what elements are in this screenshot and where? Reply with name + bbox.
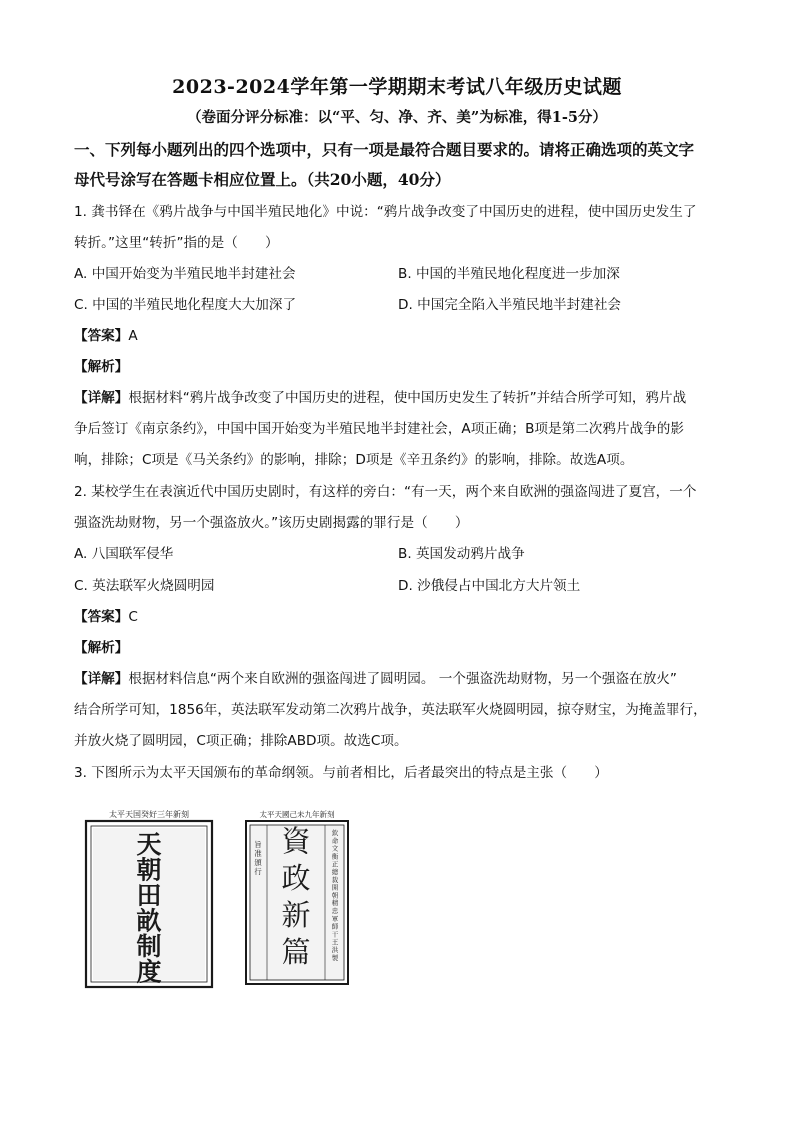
q1-option-b: B. 中国的半殖民地化程度进一步加深 (398, 266, 620, 282)
q2-option-b: B. 英国发动鸦片战争 (398, 546, 525, 562)
tianchao-tianmu-zhidu-cover-image (82, 805, 216, 990)
book2-side-right-char-8: 朝 (331, 891, 339, 900)
q1-answer-value: A (128, 328, 138, 344)
book2-side-left-char-0: 旨 (254, 840, 262, 849)
book2-side-right-char-4: 正 (331, 860, 339, 869)
q1-detail-text1: 根据材料“鸦片战争改变了中国历史的进程，使中国历史发生了转折”并结合所学可知，鸦片战 (128, 390, 687, 406)
book2-header-text: 太平天國己未九年新刻 (259, 810, 335, 819)
q1-analysis-tag: 【解析】 (74, 359, 129, 375)
q3-stem-line1: 3. 下图所示为太平天国颁布的革命纲领。与前者相比，后者最突出的特点是主张（ ） (74, 765, 608, 781)
book2-side-right-text (332, 828, 339, 962)
q1-answer-line (74, 326, 734, 346)
book2-title-char-3: 篇 (281, 935, 311, 969)
q2-detail-line3: 并放火烧了圆明园，C项正确；排除ABD项。故选C项。 (74, 733, 408, 749)
q2-answer-tag: 【答案】 (74, 609, 129, 625)
q1-answer-tag: 【答案】 (74, 328, 129, 344)
book2-title-char-1: 政 (281, 861, 311, 895)
q2-analysis-line (74, 638, 734, 658)
q2-stem-line1: 2. 某校学生在表演近代中国历史剧时，有这样的旁白：“有一天，两个来自欧洲的强盗闯进了夏宫，一个 (74, 484, 697, 500)
q2-answer-value: C (128, 609, 138, 625)
q2-option-d: D. 沙俄侵占中国北方大片领土 (398, 578, 581, 594)
book2-side-right-char-12: 師 (331, 922, 339, 931)
book2-side-right-char-2: 文 (331, 844, 339, 853)
section-instruction-line2: 母代号涂写在答题卡相应位置上。（共20小题，40分） (74, 170, 451, 189)
q1-analysis-line (74, 357, 734, 377)
book2-title-char-0: 資 (281, 824, 311, 858)
book2-side-right-char-5: 總 (331, 868, 339, 876)
q1-stem-line1: 1. 龚书铎在《鸦片战争与中国半殖民地化》中说：“鸦片战争改变了中国历史的进程，使中国历史发生了 (74, 204, 697, 220)
book1-title-char-3: 畝 (136, 906, 162, 936)
q2-detail-line1 (74, 669, 734, 689)
book2-side-left-char-2: 頒 (254, 858, 262, 867)
book1-title-char-0: 天 (136, 830, 162, 859)
book1-title-char-4: 制 (136, 932, 162, 961)
q1-detail-line3: 响，排除；C项是《马关条约》的影响，排除；D项是《辛丑条约》的影响，排除。故选A项。 (74, 452, 634, 468)
q1-option-d: D. 中国完全陷入半殖民地半封建社会 (398, 297, 622, 313)
book2-side-left-text (254, 839, 262, 876)
q1-detail-tag: 【详解】 (74, 390, 129, 406)
q1-option-a: A. 中国开始变为半殖民地半封建社会 (74, 266, 296, 282)
section-instruction-line1: 一、下列每小题列出的四个选项中，只有一项是最符合题目要求的。请将正确选项的英文字 (74, 140, 695, 159)
q1-stem-line2: 转折。”这里“转折”指的是（ ） (74, 235, 279, 251)
book2-side-right-char-16: 製 (331, 953, 339, 962)
book2-side-right-char-15: 洪 (331, 946, 339, 954)
book2-side-right-char-10: 忠 (331, 907, 339, 915)
page-subtitle: （卷面分评分标准：以“平、匀、净、齐、美”为标准，得1-5分） (187, 109, 607, 126)
q2-detail-text1: 根据材料信息“两个来自欧洲的强盗闯进了圆明园。 一个强盗洗劫财物，另一个强盗在放火” (128, 671, 677, 687)
book2-side-right-char-14: 王 (331, 938, 339, 947)
book1-header-text: 太平天国癸好三年新刻 (109, 810, 189, 819)
book2-side-right-char-6: 裁 (331, 875, 339, 884)
book2-side-right-char-7: 開 (331, 883, 339, 892)
q1-detail-line2: 争后签订《南京条约》，中国中国开始变为半殖民地半封建社会，A项正确；B项是第二次鸦片战争的影 (74, 421, 684, 437)
book1-title-chars (136, 830, 161, 987)
book2-side-right-char-1: 命 (331, 836, 339, 845)
book2-side-right-char-3: 衡 (331, 852, 339, 861)
book1-title-char-2: 田 (136, 881, 162, 910)
q1-option-c: C. 中国的半殖民地化程度大大加深了 (74, 297, 297, 313)
q1-detail-line1 (74, 388, 734, 408)
q2-detail-tag: 【详解】 (74, 671, 129, 687)
q2-option-c: C. 英法联军火烧圆明园 (74, 578, 215, 594)
zizheng-xinpian-cover-image (243, 805, 351, 987)
book2-side-left-char-1: 准 (254, 849, 262, 858)
book2-side-right-char-13: 干 (331, 930, 339, 939)
book1-title-char-1: 朝 (136, 855, 162, 885)
book2-title-char-2: 新 (281, 898, 311, 932)
book2-side-left-char-3: 行 (254, 867, 262, 876)
q2-stem-line2: 强盗洗劫财物，另一个强盗放火。”该历史剧揭露的罪行是（ ） (74, 515, 469, 531)
book2-side-right-char-9: 精 (331, 899, 339, 908)
page-title: 2023-2024学年第一学期期末考试八年级历史试题 (172, 76, 622, 98)
q2-detail-line2: 结合所学可知，1856年，英法联军发动第二次鸦片战争，英法联军火烧圆明园，掠夺财宝，为掩盖罪行， (74, 702, 707, 718)
q2-answer-line (74, 607, 734, 627)
book2-side-right-char-0: 欽 (331, 829, 339, 837)
q2-option-a: A. 八国联军侵华 (74, 546, 174, 562)
q2-analysis-tag: 【解析】 (74, 640, 129, 656)
book1-title-char-5: 度 (136, 957, 162, 987)
book2-side-right-char-11: 軍 (331, 914, 339, 923)
